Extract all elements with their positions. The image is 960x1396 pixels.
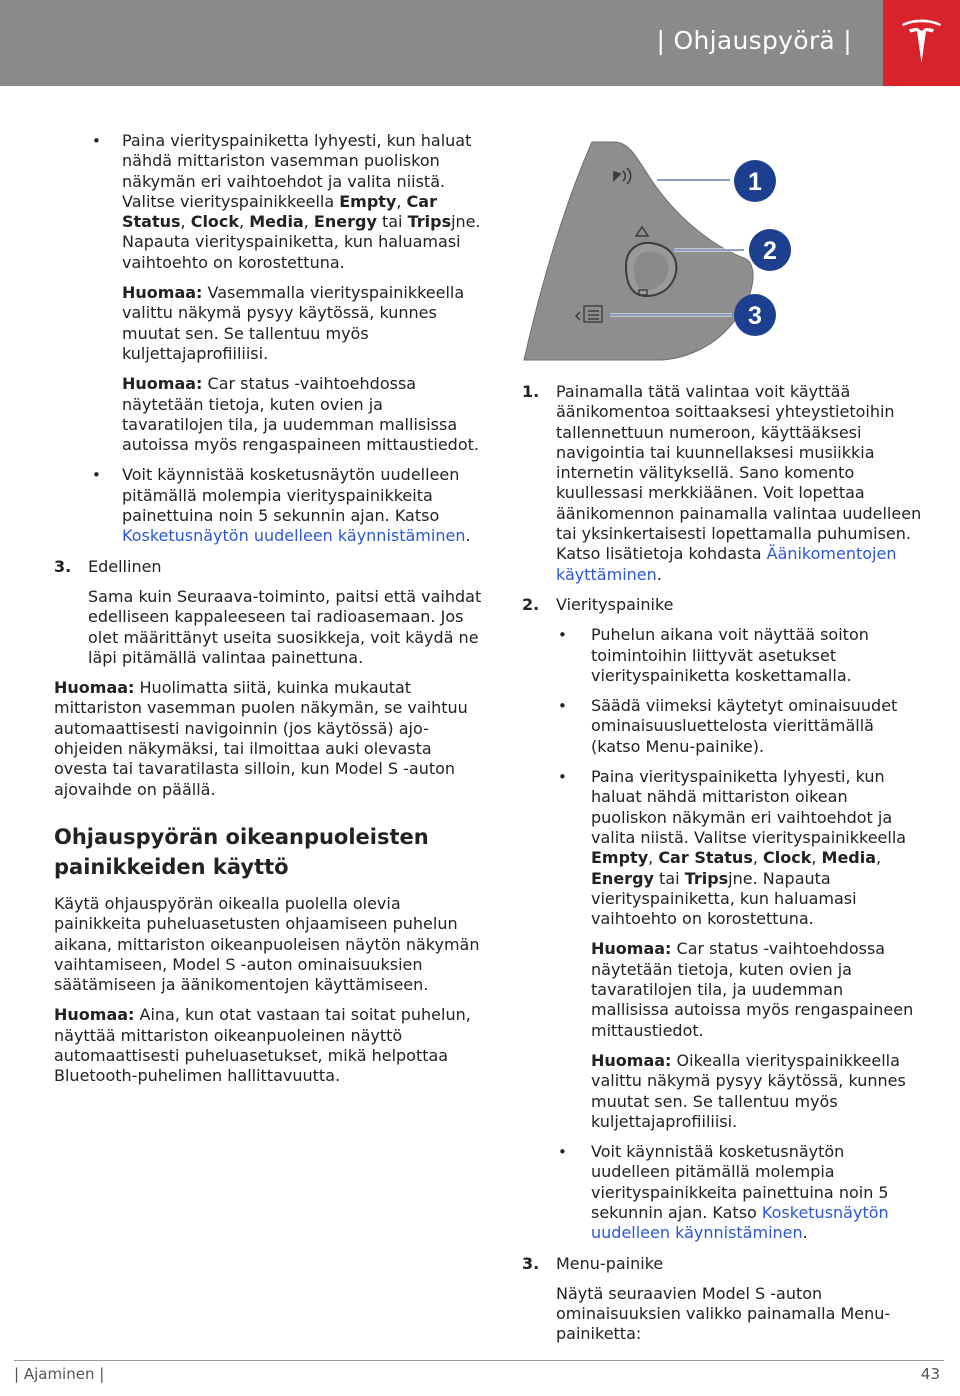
- list-item: • Voit käynnistää kosketusnäytön uudelleen pitämällä molempia vierityspainikkeita painettuina noin 5 sekunnin ajan. Katso Kosketusnäytön uudelleen käynnistäminen.: [558, 1142, 889, 1243]
- scroll-wheel-button: [626, 243, 676, 296]
- note: Huomaa: Car status -vaihtoehdossa näytetään tietoja, kuten ovien ja tavaratilojen tila, ja uudemman mallisissa autoissa myös rengaspaineen mittaustiedot.: [591, 939, 914, 1040]
- bullet-icon: •: [558, 768, 567, 787]
- list-item: [88, 465, 483, 546]
- callout-1: 1: [748, 168, 762, 196]
- numbered-item: 3. Edellinen Sama kuin Seuraava-toiminto, paitsi että vaihdat edelliseen kappaleeseen tai radioasemaan. Jos olet määrittänyt useita suosikkeja, voit käydä ne läpi pitämällä valintaa painettuna.: [54, 556, 482, 667]
- callout-3: 3: [748, 302, 762, 330]
- note: Huomaa: Car status -vaihtoehdossa näytetään tietoja, kuten ovien ja tavaratilojen tila, ja uudemman mallisissa autoissa myös rengaspaineen mittaustiedot.: [122, 374, 479, 455]
- note: Huomaa: Vasemmalla vierityspainikkeella valittu näkymä pysyy käytössä, kunnes muutat sen. Se tallentuu myös kuljettajaprofiiliisi.: [122, 283, 465, 363]
- list-item: • Säädä viimeksi käytetyt ominaisuudet ominaisuusluettelosta vierittämällä (katso Menu-painike).: [558, 696, 898, 756]
- brand-logo: [883, 0, 960, 86]
- note: Huomaa: Oikealla vierityspainikkeella valittu näkymä pysyy käytössä, kunnes muutat sen. Se tallentuu myös kuljettajaprofiiliisi.: [591, 1050, 906, 1131]
- numbered-item: 1. Painamalla tätä valintaa voit käyttää äänikomentoa soittaaksesi yhteystietoihin tallennettuun numeroon, käyttääksesi navigointia tai kuunnellaksesi musiikkia internetin välityksellä. Sano komento kuullessasi merkkiäänen. Voit lopettaa äänikomennon painamalla valintaa uudelleen tai yksinkertaisesti lopettamalla puhumisen. Katso lisätietoja kohdasta Äänikomentojen käyttäminen.: [522, 382, 922, 584]
- tesla-logo-icon: [901, 17, 942, 66]
- numbered-item: 2. Vierityspainike • Puhelun aikana voit näyttää soiton toimintoihin liittyvät asetukset vierityspainiketta koskettamalla. • Säädä viimeksi käytetyt ominaisuudet ominaisuusluettelosta vierittämällä (katso Menu-painike). • Paina vierityspainiketta lyhyesti, kun haluat nähdä mittariston oikean puoliskon näkymän eri vaihtoehdot ja valita niistä. Valitse vierityspainikkeella Empty, Car Status, Clock, Media, Energy tai Tripsjne. Napauta vierityspainiketta, kun haluamasi vaihtoehto on korostettuna. Huomaa: Car status -vaihtoehdossa näytetään tietoja, kuten ovien ja tavaratilojen tila, ja uudemman mallisissa autoissa myös rengaspaineen mittaustiedot. Huomaa: Oikealla vierityspainikkeella valittu näkymä pysyy käytössä, kunnes muutat sen. Se tallentuu myös kuljettajaprofiiliisi. • Voit käynnistää kosketusnäytön uudelleen pitämällä molempia vierityspainikkeita painettuina noin 5 sekunnin ajan. Katso Kosketusnäytön uudelleen käynnistäminen.: [522, 595, 922, 1244]
- bullet-icon: •: [558, 626, 567, 645]
- callout-2: 2: [763, 237, 777, 265]
- voice-commands-link[interactable]: Äänikomentojen käyttäminen: [556, 544, 897, 584]
- list-item: • Paina vierityspainiketta lyhyesti, kun haluat nähdä mittariston oikean puoliskon näkymän eri vaihtoehdot ja valita niistä. Valitse vierityspainikkeella Empty, Car Status, Clock, Media, Energy tai Tripsjne. Napauta vierityspainiketta, kun haluamasi vaihtoehto on korostettuna. Huomaa: Car status -vaihtoehdossa näytetään tietoja, kuten ovien ja tavaratilojen tila, ja uudemman mallisissa autoissa myös rengaspaineen mittaustiedot. Huomaa: Oikealla vierityspainikkeella valittu näkymä pysyy käytössä, kunnes muutat sen. Se tallentuu myös kuljettajaprofiiliisi.: [556, 767, 922, 1132]
- restart-touchscreen-link-2[interactable]: Kosketusnäytön uudelleen käynnistäminen: [591, 1202, 889, 1243]
- section-heading: Ohjauspyörän oikeanpuoleisten painikkeiden käyttö: [54, 824, 429, 879]
- page-section-title: | Ohjauspyörä |: [656, 26, 852, 55]
- footer-section: | Ajaminen |: [14, 1365, 105, 1383]
- right-column: [522, 382, 922, 1355]
- paragraph: Voit käynnistää kosketusnäytön uudelleen pitämällä molempia vierityspainikkeita painettuina noin 5 sekunnin ajan. Katso Kosketusnäytön uudelleen käynnistäminen.: [122, 465, 471, 546]
- bullet-icon: •: [558, 697, 567, 716]
- steering-wheel-buttons-figure: [522, 140, 824, 362]
- list-item: • Puhelun aikana voit näyttää soiton toimintoihin liittyvät asetukset vierityspainiketta koskettamalla.: [558, 625, 869, 685]
- page-number: 43: [920, 1365, 940, 1383]
- note: Huomaa: Huolimatta siitä, kuinka mukautat mittariston vasemman puolen näkymän, se vaihtuu automaattisesti navigoinnin (jos käytössä) ajo-ohjeiden näkymäksi, tai ilmoittaa auki olevasta ovesta tai tavaratilasta silloin, kun Model S -auton ajovaihde on päällä.: [54, 678, 468, 799]
- paragraph: Käytä ohjauspyörän oikealla puolella olevia painikkeita puheluasetusten ohjaamiseen puhelun aikana, mittariston oikeanpuoleisen näytön näkymän vaihtamiseen, Model S -auton ominaisuuksien säätämiseen ja äänikomentojen käyttämiseen.: [54, 893, 480, 995]
- numbered-item: 3. Menu-painike Näytä seuraavien Model S -auton ominaisuuksien valikko painamalla Menu-painiketta:: [522, 1253, 891, 1344]
- left-column: [54, 131, 483, 1097]
- footer-divider: [14, 1360, 944, 1361]
- restart-touchscreen-link[interactable]: Kosketusnäytön uudelleen käynnistäminen: [122, 526, 466, 546]
- bullet-icon: •: [92, 132, 101, 150]
- paragraph: Paina vierityspainiketta lyhyesti, kun haluat nähdä mittariston vasemman puoliskon näkymän eri vaihtoehdot ja valita niistä. Valitse vierityspainikkeella Empty, Car Status, Clock, Media, Energy tai Tripsjne. Napauta vierityspainiketta, kun haluamasi vaihtoehto on korostettuna.: [122, 131, 481, 272]
- note: Huomaa: Aina, kun otat vastaan tai soitat puhelun, näyttää mittariston oikeanpuoleinen näyttö automaattisesti puheluasetukset, mikä helpottaa Bluetooth-puhelimen hallittavuutta.: [54, 1005, 471, 1086]
- bullet-icon: •: [558, 1143, 567, 1162]
- list-item: [88, 131, 483, 455]
- bullet-icon: •: [92, 466, 101, 485]
